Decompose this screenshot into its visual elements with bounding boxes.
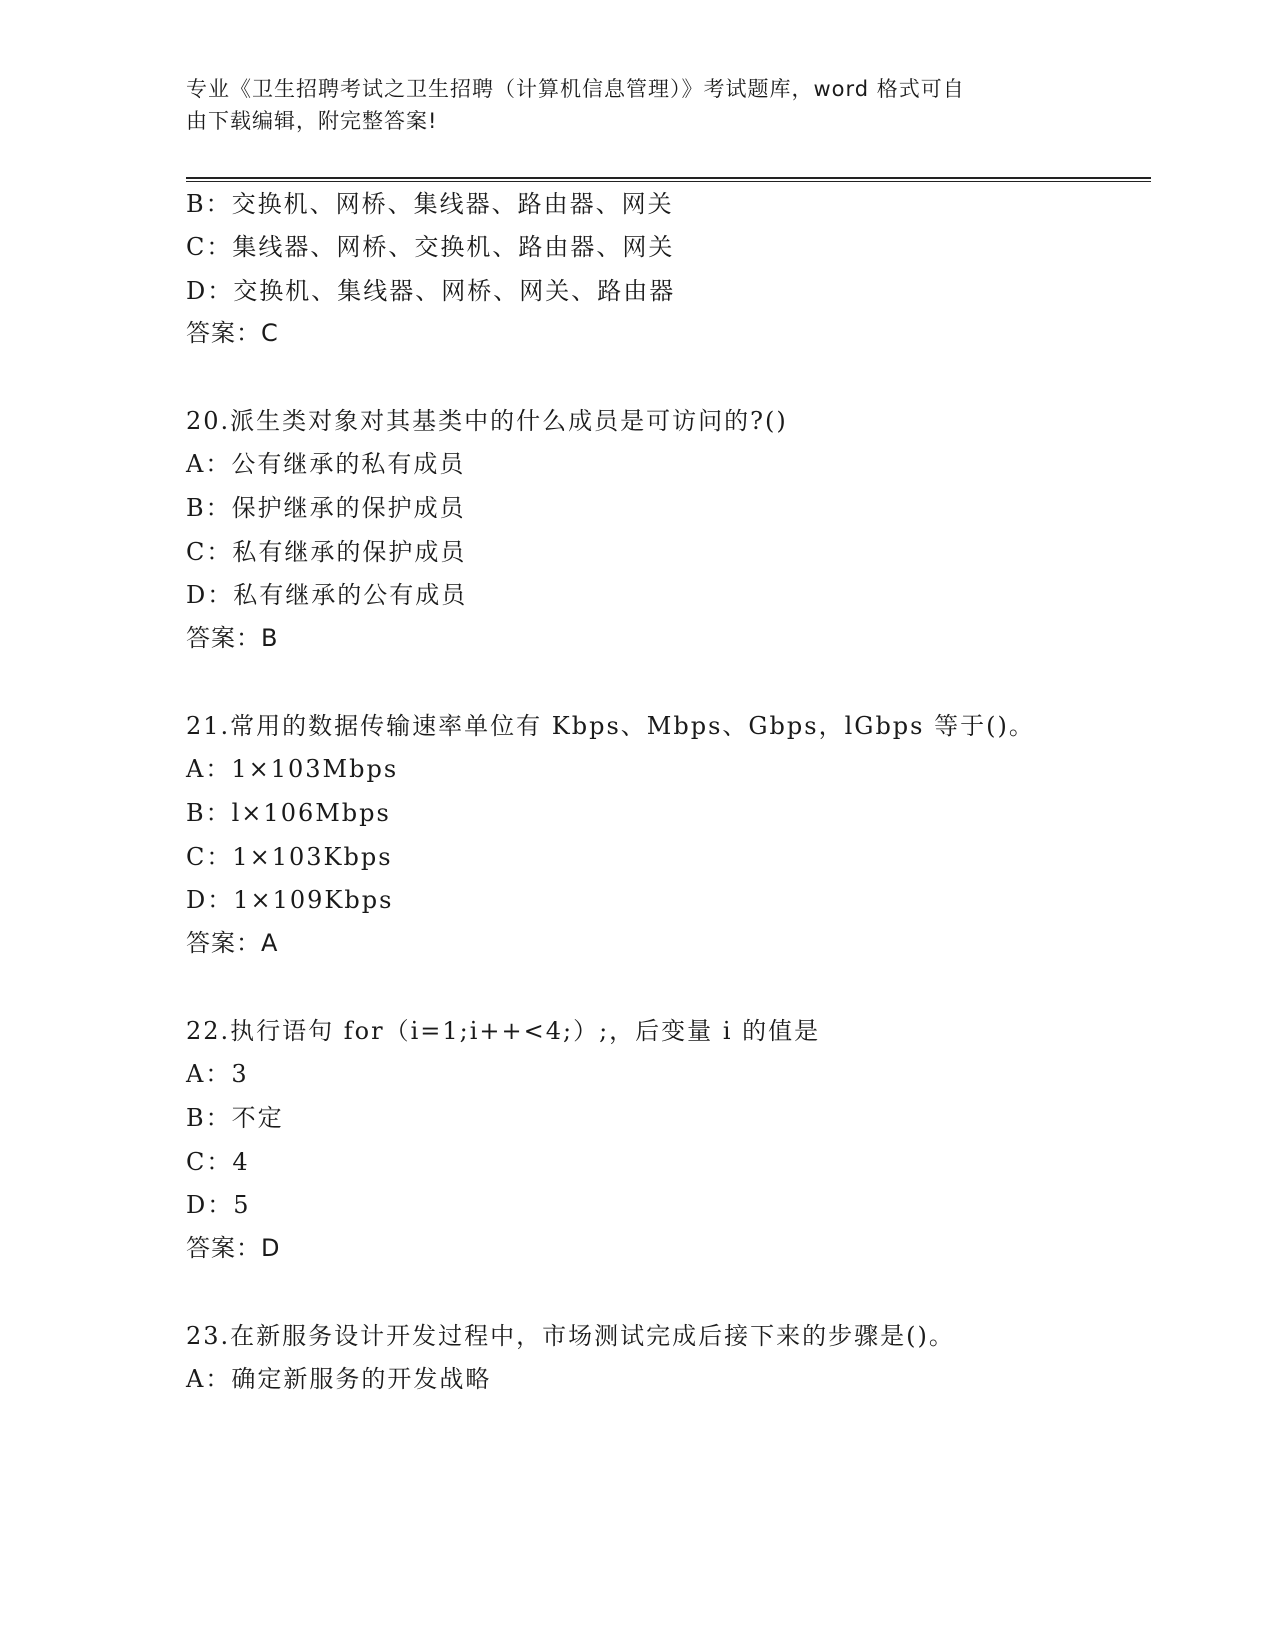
header-divider-thick [186,177,1151,179]
q19-option-c: C：集线器、网桥、交换机、路由器、网关 [186,233,675,261]
q21-option-a: A：1×103Mbps [186,755,399,783]
q20-option-a: A：公有继承的私有成员 [186,450,466,478]
q21-answer: 答案：A [186,929,279,957]
q20-question: 20.派生类对象对其基类中的什么成员是可访问的?() [186,407,788,435]
q23-question: 23.在新服务设计开发过程中，市场测试完成后接下来的步骤是()。 [186,1322,955,1350]
q21-option-d: D：1×109Kbps [186,886,394,914]
document-header [186,73,1066,137]
q23-option-a: A：确定新服务的开发战略 [186,1365,492,1393]
q19-option-b: B：交换机、网桥、集线器、路由器、网关 [186,190,674,218]
q22-question: 22.执行语句 for（i=1;i++<4;）;，后变量 i 的值是 [186,1017,821,1045]
q19-answer: 答案：C [186,319,279,347]
header-line-1: 专业《卫生招聘考试之卫生招聘（计算机信息管理）》考试题库，word 格式可自 [186,77,965,101]
q22-option-d: D：5 [186,1191,251,1219]
header-line-2: 由下载编辑，附完整答案! [186,109,438,133]
q20-option-b: B：保护继承的保护成员 [186,494,466,522]
q20-answer: 答案：B [186,624,279,652]
q22-answer: 答案：D [186,1234,281,1262]
q21-option-c: C：1×103Kbps [186,843,393,871]
q20-option-d: D：私有继承的公有成员 [186,581,468,609]
q22-option-b: B：不定 [186,1104,284,1132]
q21-question: 21.常用的数据传输速率单位有 Kbps、Mbps、Gbps，lGbps 等于()。 [186,712,1035,740]
q20-option-c: C：私有继承的保护成员 [186,538,467,566]
q21-option-b: B：l×106Mbps [186,799,391,827]
header-divider-thin [186,181,1151,182]
q19-option-d: D：交换机、集线器、网桥、网关、路由器 [186,277,676,305]
q22-option-a: A：3 [186,1060,249,1088]
q22-option-c: C：4 [186,1148,250,1176]
